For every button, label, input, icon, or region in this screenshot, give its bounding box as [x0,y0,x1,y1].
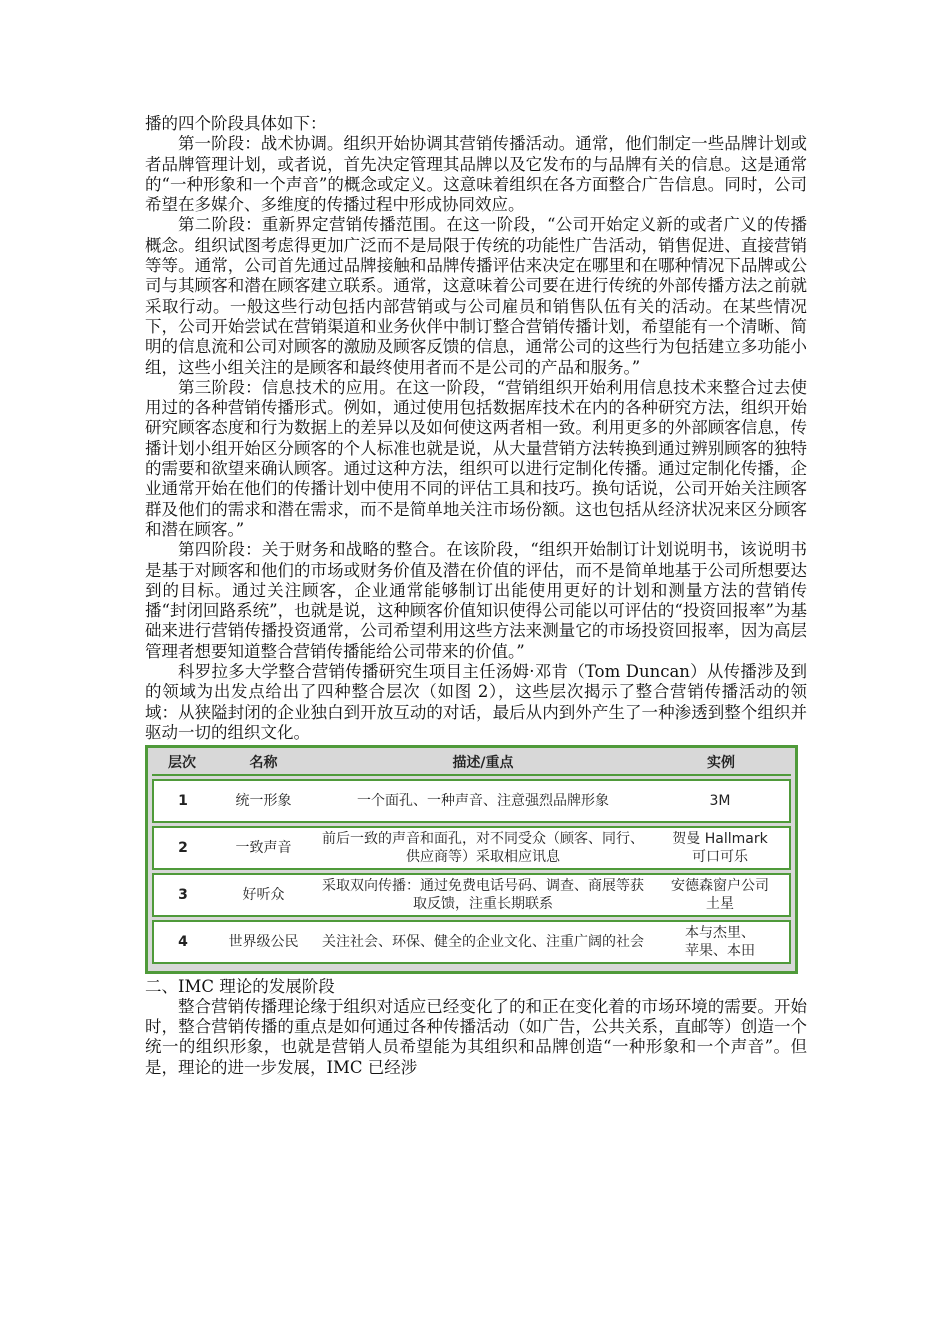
description-cell: 关注社会、环保、健全的企业文化、注重广阔的社会 [315,920,651,964]
paragraph: 整合营销传播理论缘于组织对适应已经变化了的和正在变化着的市场环境的需要。开始时，整合营销传播的重点是如何通过各种传播活动（如广告，公共关系，直邮等）创造一个统一的组织形象，也就是营销人员希望能为其组织和品牌创造“一种形象和一个声音”。但是，理论的进一步发展，IMC 已经涉 [145,996,807,1077]
table-row [152,873,791,917]
body-text-before-table [145,114,807,743]
table-row [152,826,791,870]
paragraph: 第三阶段：信息技术的应用。在这一阶段，“营销组织开始利用信息技术来整合过去使用过的各种营销传播形式。例如，通过使用包括数据库技术在内的各种研究方法，组织开始研究顾客态度和行为数据上的差异以及如何使这两者相一致。利用更多的外部顾客信息，传播计划小组开始区分顾客的个人标准也就是说，从大量营销方法转换到通过辨别顾客的独特的需要和欲望来确认顾客。通过这种方法，组织可以进行定制化传播。通过定制化传播，企业通常开始在他们的传播计划中使用不同的评估工具和技巧。换句话说，公司开始关注顾客群及他们的需求和潜在需求，而不是简单地关注市场份额。这也包括从经济状况来区分顾客和潜在顾客。” [145,377,807,539]
name-cell: 一致声音 [212,826,315,870]
level-cell: 1 [152,779,212,823]
paragraph: 第二阶段：重新界定营销传播范围。在这一阶段，“公司开始定义新的或者广义的传播概念。组织试图考虑得更加广泛而不是局限于传统的功能性广告活动，销售促进、直接营销等等。通常，公司首先通过品牌接触和品牌传播评估来决定在哪里和在哪种情况下品牌或公司与其顾客和潜在顾客建立联系。通常，这意味着公司要在进行传统的外部传播方法之前就采取行动。一般这些行动包括内部营销或与公司雇员和销售队伍有关的活动。在某些情况下，公司开始尝试在营销渠道和业务伙伴中制订整合营销传播计划，希望能有一个清晰、简明的信息流和公司对顾客的激励及顾客反馈的信息，通常公司的这些行为包括建立多功能小组，这些小组关注的是顾客和最终使用者而不是公司的产品和服务。” [145,215,807,377]
body-text-after-table [145,997,807,1078]
header-level: 层次 [152,753,212,775]
paragraph: 第一阶段：战术协调。组织开始协调其营销传播活动。通常，他们制定一些品牌计划或者品牌管理计划，或者说，首先决定管理其品牌以及它发布的与品牌有关的信息。这是通常的“一种形象和一个声音”的概念或定义。这意味着组织在各方面整合广告信息。同时，公司希望在多媒介、多维度的传播过程中形成协同效应。 [145,134,807,215]
paragraph: 播的四个阶段具体如下： [145,114,327,133]
description-cell: 前后一致的声音和面孔，对不同受众（顾客、同行、供应商等）采取相应讯息 [315,826,651,870]
description-cell: 采取双向传播：通过免费电话号码、调查、商展等获取反馈，注重长期联系 [315,873,651,917]
section-heading: 二、IMC 理论的发展阶段 [145,976,335,996]
level-cell: 3 [152,873,212,917]
example-cell: 本与杰里、 苹果、本田 [651,920,791,964]
name-cell: 统一形象 [212,779,315,823]
header-description: 描述/重点 [315,753,651,775]
name-cell: 世界级公民 [212,920,315,964]
description-cell: 一个面孔、一种声音、注意强烈品牌形象 [315,779,651,823]
table-row [152,920,791,964]
header-example: 实例 [651,753,791,775]
document-page [145,114,807,1078]
integration-levels-table [145,745,798,973]
example-cell: 3M [651,779,791,823]
table-row [152,779,791,823]
level-cell: 2 [152,826,212,870]
table-header-row [152,753,791,775]
paragraph: 科罗拉多大学整合营销传播研究生项目主任汤姆·邓肯（Tom Duncan）从传播涉及到的领域为出发点给出了四种整合层次（如图 2），这些层次揭示了整合营销传播活动的领域：从狭隘封闭的企业独白到开放互动的对话，最后从内到外产生了一种渗透到整个组织并驱动一切的组织文化。 [145,662,807,742]
level-cell: 4 [152,920,212,964]
example-cell: 贺曼 Hallmark 可口可乐 [651,826,791,870]
header-name: 名称 [212,753,315,775]
example-cell: 安德森窗户公司 土星 [651,873,791,917]
paragraph: 第四阶段：关于财务和战略的整合。在该阶段，“组织开始制订计划说明书，该说明书是基于对顾客和他们的市场或财务价值及潜在价值的评估，而不是简单地基于公司所想要达到的目标。通过关注顾客，企业通常能够制订出能使用更好的计划和测量方法的营销传播“封闭回路系统”，也就是说，这种顾客价值知识使得公司能以可评估的“投资回报率”为基础来进行营销传播投资通常，公司希望利用这些方法来测量它的市场投资回报率，因为高层管理者想要知道整合营销传播能给公司带来的价值。” [145,540,807,661]
name-cell: 好听众 [212,873,315,917]
